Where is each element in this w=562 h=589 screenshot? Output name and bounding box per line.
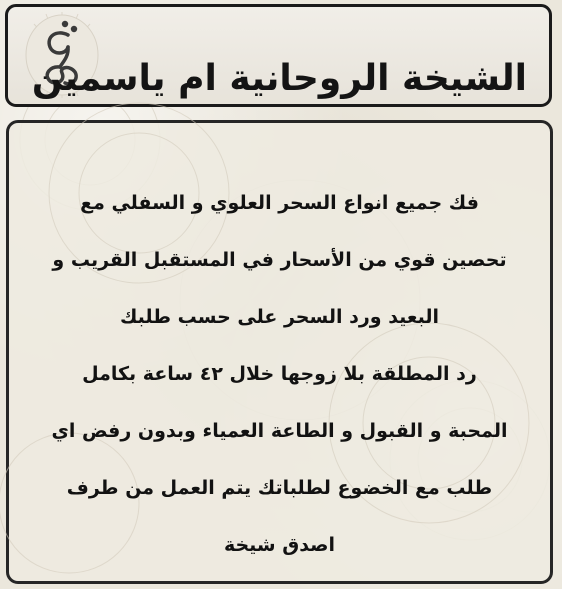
body-line-1: فك جميع انواع السحر العلوي و السفلي مع [80,192,479,214]
body-line-4: رد المطلقة بلا زوجها خلال ٤٢ ساعة بكامل [82,363,477,385]
header-bar [5,4,552,107]
body-line-6: طلب مع الخضوع لطلباتك يتم العمل من طرف [66,477,493,499]
content-panel [6,120,553,584]
body-line-7: اصدق شيخة [223,534,336,556]
body-line-5: المحبة و القبول و الطاعة العمياء وبدون رفض اي [51,420,508,442]
body-line-2: تحصين قوي من الأسحار في المستقبل القريب و [52,249,507,271]
body-line-3: البعيد ورد السحر على حسب طلبك [119,306,440,328]
page-title: الشيخة الروحانية ام ياسمين [31,58,527,100]
body-text [27,175,532,574]
